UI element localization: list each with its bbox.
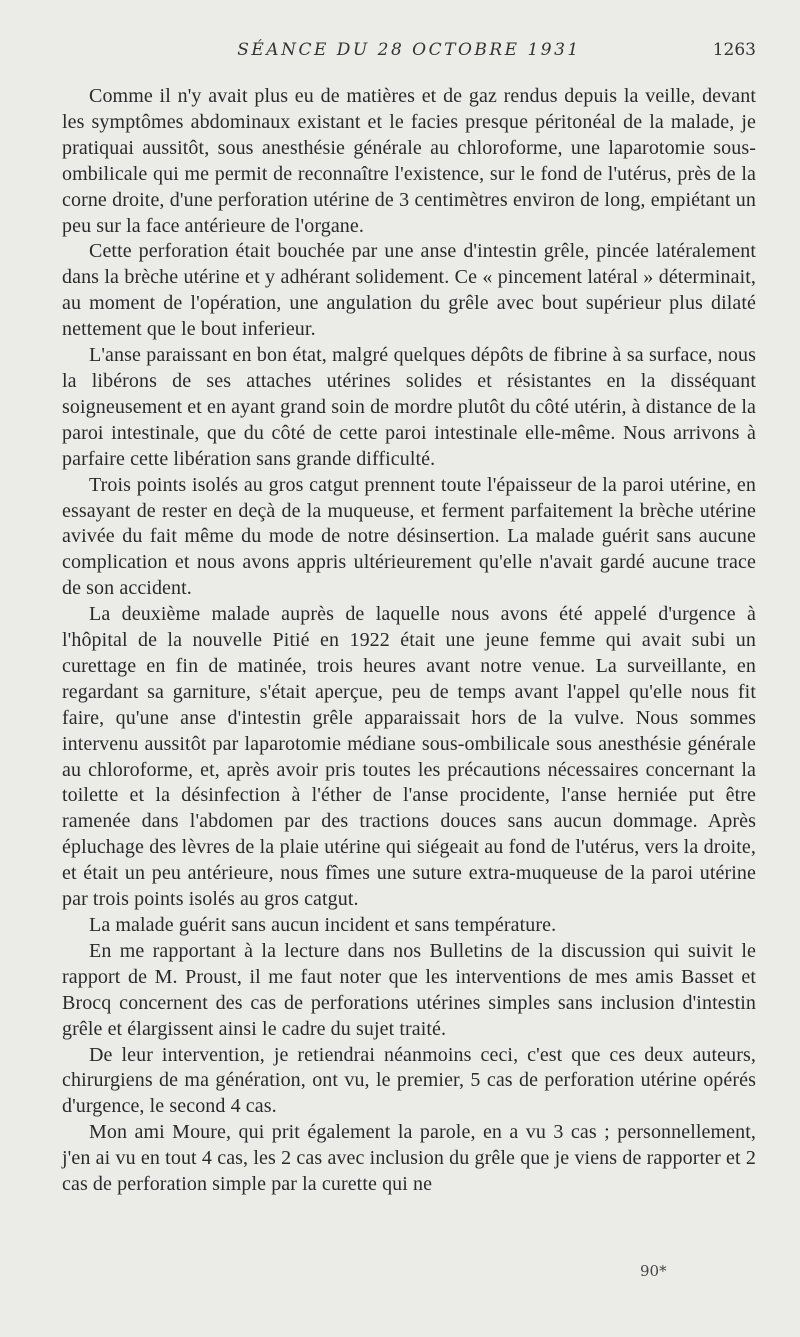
- paragraph-3: L'anse paraissant en bon état, malgré quelques dépôts de fibrine à sa surface, nous la libérons de ses attaches utérines solides et résistantes en la disséquant soigneusement et en ayant grand soin de mordre plutôt du côté utérin, à distance de la paroi intestinale, que du côté de cette paroi intestinale elle-même. Nous arrivons à parfaire cette libération sans grande difficulté.: [62, 344, 756, 470]
- paragraph-6: La malade guérit sans aucun incident et sans température.: [89, 914, 557, 936]
- paragraph-7: En me rapportant à la lecture dans nos Bulletins de la discussion qui suivit le rapport de M. Proust, il me faut noter que les interventions de mes amis Basset et Brocq concernent des cas de perforations utérines simples sans inclusion d'intestin grêle et élargissent ainsi le cadre du sujet traité.: [62, 939, 756, 1040]
- body-text: [62, 84, 756, 1198]
- running-head: SÉANCE DU 28 OCTOBRE 1931: [237, 40, 581, 60]
- paragraph-4: Trois points isolés au gros catgut prennent toute l'épaisseur de la paroi utérine, en essayant de rester en deçà de la muqueuse, et ferment parfaitement la brèche utérine avivée du fait même du mode de notre désinsertion. La malade guérit sans aucune complication et nous avons appris ultérieurement qu'elle n'avait gardé aucune trace de son accident.: [62, 473, 756, 600]
- paragraph-9: Mon ami Moure, qui prit également la parole, en a vu 3 cas ; personnellement, j'en ai vu en tout 4 cas, les 2 cas avec inclusion du grêle que je viens de rapporter et 2 cas de perforation simple par la curette qui ne: [62, 1121, 756, 1196]
- paragraph-2: Cette perforation était bouchée par une anse d'intestin grêle, pincée latéralement dans la brèche utérine et y adhérant solidement. Ce « pincement latéral » déterminait, au moment de l'opération, une angulation du grêle avec bout supérieur plus dilaté nettement que le bout inferieur.: [62, 240, 756, 341]
- paragraph-1: Comme il n'y avait plus eu de matières et de gaz rendus depuis la veille, devant les symptômes abdominaux existant et le facies presque péritonéal de la malade, je pratiquai aussitôt, sous anesthésie générale au chloroforme, une laparotomie sous-ombilicale qui me permit de reconnaître l'existence, sur le fond de l'utérus, près de la corne droite, d'une perforation utérine de 3 centimètres environ de long, empiétant un peu sur la face antérieure de l'organe.: [62, 85, 756, 237]
- page-header: [62, 40, 756, 68]
- signature-mark: 90*: [640, 1262, 667, 1280]
- paragraph-5: La deuxième malade auprès de laquelle nous avons été appelé d'urgence à l'hôpital de la nouvelle Pitié en 1922 était une jeune femme qui avait subi un curettage en fin de matinée, trois heures avant notre venue. La surveillante, en regardant sa garniture, s'était aperçue, peu de temps avant l'appel qu'elle nous fit faire, qu'une anse d'intestin grêle apparaissait hors de la vulve. Nous sommes intervenu aussitôt par laparotomie médiane sous-ombilicale sous anesthésie générale au chloroforme, et, après avoir pris toutes les précautions nécessaires concernant la toilette et la désinfection à l'éther de l'anse procidente, l'anse herniée put être ramenée dans l'abdomen par des tractions douces sans aucun dommage. Après épluchage des lèvres de la plaie utérine qui siégeait au fond de l'utérus, vers la droite, et était un peu antérieure, nous fîmes une suture extra-muqueuse de la paroi utérine par trois points isolés au gros catgut.: [62, 603, 756, 911]
- page-number: 1263: [712, 40, 756, 60]
- paragraph-8: De leur intervention, je retiendrai néanmoins ceci, c'est que ces deux auteurs, chirurgiens de ma génération, ont vu, le premier, 5 cas de perforation utérine opérés d'urgence, le second 4 cas.: [62, 1043, 756, 1118]
